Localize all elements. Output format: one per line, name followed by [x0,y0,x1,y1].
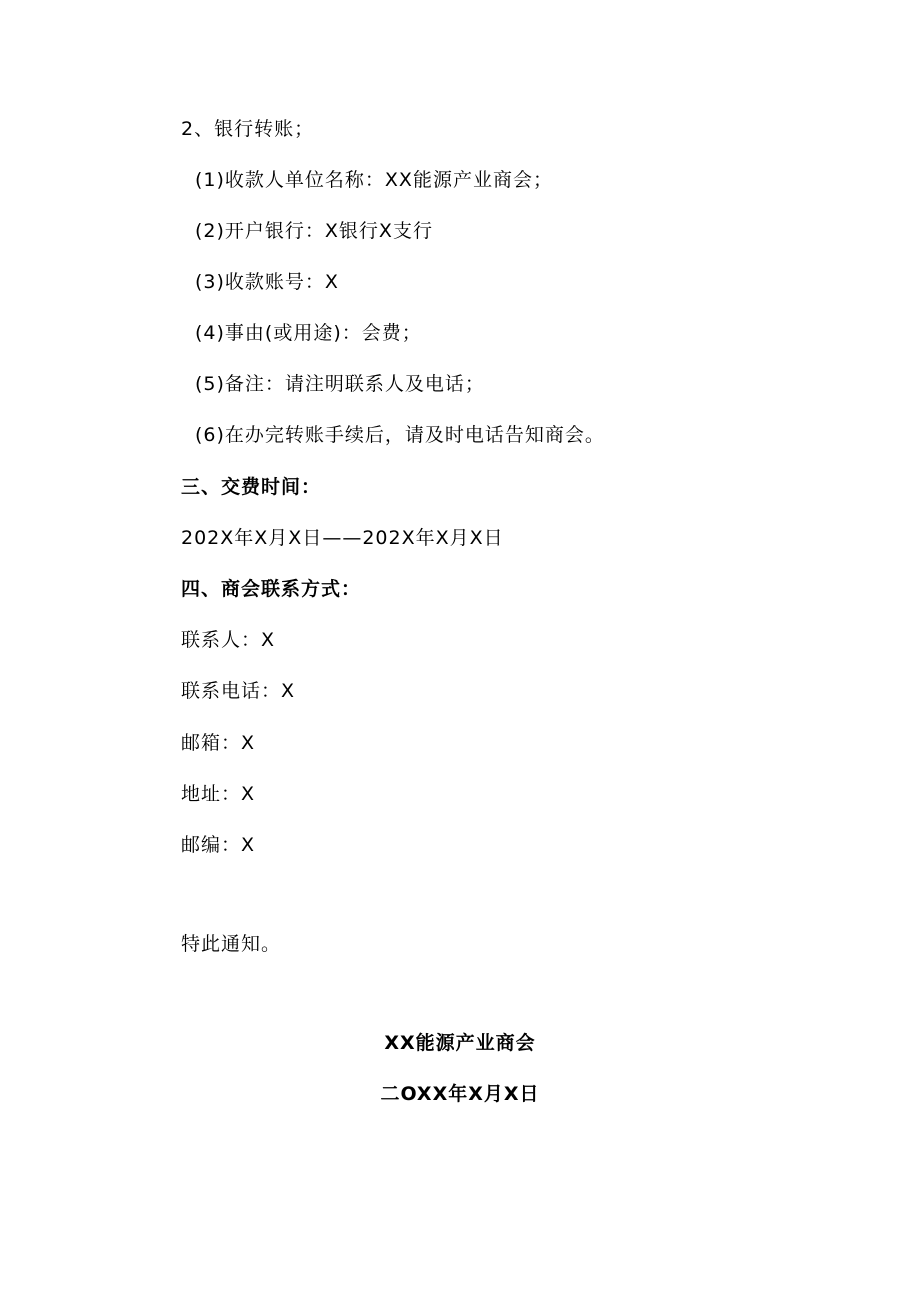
payment-period: 202X年X月X日——202X年X月X日 [181,527,504,549]
bank-transfer-heading: 2、银行转账； [181,118,315,140]
contact-address: 地址：X [181,783,256,805]
section-contact-heading: 四、商会联系方式： [181,578,362,600]
closing-statement: 特此通知。 [181,933,282,955]
signature-date: 二OXX年X月X日 [380,1083,540,1105]
bank-item-notify: (6)在办完转账手续后，请及时电话告知商会。 [195,424,605,446]
bank-item-account: (3)收款账号：X [195,271,339,293]
contact-person: 联系人：X [181,629,276,651]
signature-organization: XX能源产业商会 [384,1032,536,1054]
bank-item-bank: (2)开户银行：X银行X支行 [195,220,433,242]
bank-item-payee: (1)收款人单位名称：XX能源产业商会； [195,169,553,191]
section-payment-time-heading: 三、交费时间： [181,476,322,498]
bank-item-purpose: (4)事由(或用途)：会费； [195,322,422,344]
contact-email: 邮箱：X [181,732,256,754]
contact-postcode: 邮编：X [181,834,256,856]
contact-phone: 联系电话：X [181,680,296,702]
bank-item-remark: (5)备注：请注明联系人及电话； [195,373,485,395]
